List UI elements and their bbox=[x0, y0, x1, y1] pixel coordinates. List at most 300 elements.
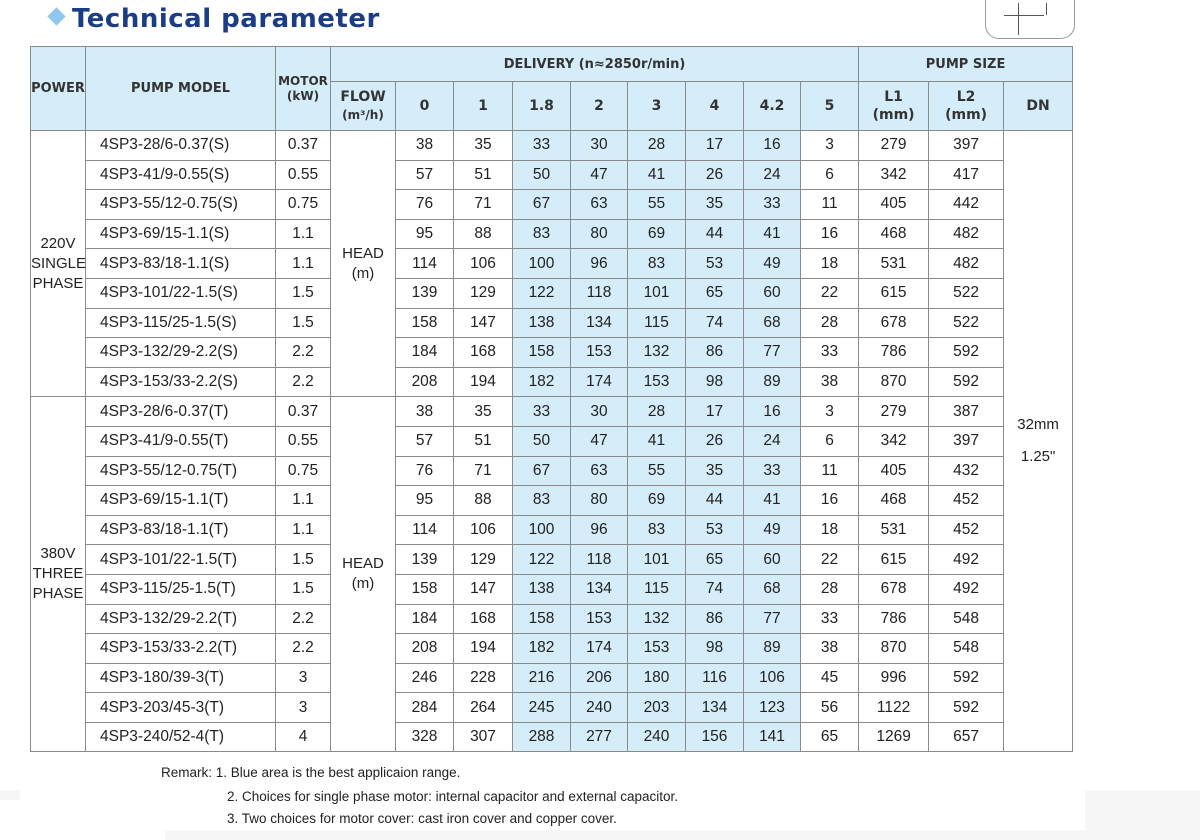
head-value: 106 bbox=[454, 249, 513, 279]
l2-value: 482 bbox=[929, 249, 1004, 279]
head-value: 6 bbox=[801, 426, 859, 456]
l1-value: 678 bbox=[859, 308, 929, 338]
pump-model: 4SP3-180/39-3(T) bbox=[86, 663, 276, 693]
head-value: 106 bbox=[744, 663, 801, 693]
motor-kw: 1.5 bbox=[276, 278, 331, 308]
head-value: 153 bbox=[628, 634, 686, 664]
head-value: 132 bbox=[628, 604, 686, 634]
head-value: 24 bbox=[744, 160, 801, 190]
table-row bbox=[31, 515, 1073, 545]
pump-model: 4SP3-115/25-1.5(S) bbox=[86, 308, 276, 338]
table-row bbox=[31, 663, 1073, 693]
header-flow-0: 0 bbox=[396, 82, 454, 131]
header-delivery: DELIVERY (n≈2850r/min) bbox=[331, 47, 859, 82]
head-value: 115 bbox=[628, 308, 686, 338]
table-row bbox=[31, 545, 1073, 575]
head-value: 17 bbox=[686, 397, 744, 427]
head-value: 11 bbox=[801, 190, 859, 220]
header-l1: L1 (mm) bbox=[859, 82, 929, 131]
head-value: 57 bbox=[396, 426, 454, 456]
head-value: 24 bbox=[744, 426, 801, 456]
head-value: 60 bbox=[744, 278, 801, 308]
dn-cell: 32mm 1.25" bbox=[1004, 131, 1073, 752]
head-value: 18 bbox=[801, 249, 859, 279]
head-value: 63 bbox=[571, 456, 628, 486]
head-value: 33 bbox=[513, 131, 571, 161]
head-value: 26 bbox=[686, 160, 744, 190]
head-value: 194 bbox=[454, 634, 513, 664]
background-band bbox=[1085, 790, 1200, 840]
table-row bbox=[31, 190, 1073, 220]
header-flow-2: 2 bbox=[571, 82, 628, 131]
head-value: 106 bbox=[454, 515, 513, 545]
head-value: 35 bbox=[686, 190, 744, 220]
head-value: 3 bbox=[801, 131, 859, 161]
header-flow-4: 4 bbox=[686, 82, 744, 131]
l2-value: 397 bbox=[929, 131, 1004, 161]
header-power: POWER bbox=[31, 47, 86, 131]
head-value: 35 bbox=[454, 131, 513, 161]
head-value: 44 bbox=[686, 486, 744, 516]
l1-value: 678 bbox=[859, 574, 929, 604]
head-value: 30 bbox=[571, 397, 628, 427]
head-value: 141 bbox=[744, 722, 801, 752]
head-value: 307 bbox=[454, 722, 513, 752]
head-value: 208 bbox=[396, 634, 454, 664]
head-value: 22 bbox=[801, 278, 859, 308]
l2-value: 657 bbox=[929, 722, 1004, 752]
head-value: 264 bbox=[454, 693, 513, 723]
head-value: 114 bbox=[396, 249, 454, 279]
title-text: Technical parameter bbox=[72, 4, 380, 34]
head-value: 184 bbox=[396, 604, 454, 634]
head-value: 53 bbox=[686, 515, 744, 545]
head-value: 51 bbox=[454, 426, 513, 456]
head-value: 115 bbox=[628, 574, 686, 604]
table-row bbox=[31, 131, 1073, 161]
pump-model: 4SP3-132/29-2.2(S) bbox=[86, 338, 276, 368]
head-value: 132 bbox=[628, 338, 686, 368]
head-value: 101 bbox=[628, 278, 686, 308]
motor-kw: 2.2 bbox=[276, 367, 331, 397]
head-value: 41 bbox=[628, 160, 686, 190]
head-value: 71 bbox=[454, 456, 513, 486]
head-value: 206 bbox=[571, 663, 628, 693]
head-value: 139 bbox=[396, 278, 454, 308]
head-value: 51 bbox=[454, 160, 513, 190]
head-value: 44 bbox=[686, 219, 744, 249]
head-value: 3 bbox=[801, 397, 859, 427]
motor-kw: 0.75 bbox=[276, 456, 331, 486]
head-value: 86 bbox=[686, 604, 744, 634]
head-value: 77 bbox=[744, 604, 801, 634]
l1-value: 870 bbox=[859, 634, 929, 664]
table-row bbox=[31, 634, 1073, 664]
head-value: 16 bbox=[744, 397, 801, 427]
pump-model: 4SP3-240/52-4(T) bbox=[86, 722, 276, 752]
head-value: 83 bbox=[628, 515, 686, 545]
head-value: 41 bbox=[744, 486, 801, 516]
motor-kw: 1.5 bbox=[276, 308, 331, 338]
head-value: 28 bbox=[801, 308, 859, 338]
l1-value: 405 bbox=[859, 190, 929, 220]
remark-3: 3. Two choices for motor cover: cast iron cover and copper cover. bbox=[227, 811, 617, 826]
head-value: 47 bbox=[571, 160, 628, 190]
pump-model: 4SP3-28/6-0.37(S) bbox=[86, 131, 276, 161]
l1-value: 996 bbox=[859, 663, 929, 693]
head-value: 328 bbox=[396, 722, 454, 752]
head-value: 134 bbox=[686, 693, 744, 723]
pump-model: 4SP3-153/33-2.2(T) bbox=[86, 634, 276, 664]
head-value: 56 bbox=[801, 693, 859, 723]
head-value: 28 bbox=[801, 574, 859, 604]
motor-kw: 1.5 bbox=[276, 574, 331, 604]
head-value: 49 bbox=[744, 515, 801, 545]
pump-model: 4SP3-153/33-2.2(S) bbox=[86, 367, 276, 397]
head-value: 38 bbox=[801, 367, 859, 397]
head-value: 134 bbox=[571, 308, 628, 338]
motor-kw: 3 bbox=[276, 693, 331, 723]
head-value: 80 bbox=[571, 486, 628, 516]
head-label: HEAD (m) bbox=[331, 131, 396, 397]
l2-value: 397 bbox=[929, 426, 1004, 456]
pump-model: 4SP3-41/9-0.55(T) bbox=[86, 426, 276, 456]
table-row bbox=[31, 249, 1073, 279]
head-value: 17 bbox=[686, 131, 744, 161]
head-value: 174 bbox=[571, 634, 628, 664]
pump-model: 4SP3-55/12-0.75(S) bbox=[86, 190, 276, 220]
head-value: 88 bbox=[454, 486, 513, 516]
head-value: 69 bbox=[628, 486, 686, 516]
head-value: 245 bbox=[513, 693, 571, 723]
l2-value: 522 bbox=[929, 308, 1004, 338]
head-value: 147 bbox=[454, 574, 513, 604]
head-value: 168 bbox=[454, 338, 513, 368]
l2-value: 387 bbox=[929, 397, 1004, 427]
header-motor: MOTOR (kW) bbox=[276, 47, 331, 131]
head-value: 28 bbox=[628, 397, 686, 427]
motor-kw: 1.1 bbox=[276, 249, 331, 279]
table-row bbox=[31, 397, 1073, 427]
head-value: 153 bbox=[571, 338, 628, 368]
head-value: 118 bbox=[571, 545, 628, 575]
head-value: 123 bbox=[744, 693, 801, 723]
head-value: 129 bbox=[454, 545, 513, 575]
head-value: 288 bbox=[513, 722, 571, 752]
l2-value: 432 bbox=[929, 456, 1004, 486]
head-value: 26 bbox=[686, 426, 744, 456]
l2-value: 522 bbox=[929, 278, 1004, 308]
head-value: 49 bbox=[744, 249, 801, 279]
head-value: 216 bbox=[513, 663, 571, 693]
head-value: 100 bbox=[513, 515, 571, 545]
head-value: 116 bbox=[686, 663, 744, 693]
l2-value: 592 bbox=[929, 693, 1004, 723]
head-value: 182 bbox=[513, 634, 571, 664]
head-value: 35 bbox=[686, 456, 744, 486]
motor-kw: 2.2 bbox=[276, 604, 331, 634]
head-value: 67 bbox=[513, 190, 571, 220]
header-flow-1: 1 bbox=[454, 82, 513, 131]
head-value: 184 bbox=[396, 338, 454, 368]
head-value: 68 bbox=[744, 574, 801, 604]
page-title bbox=[50, 4, 380, 34]
head-value: 203 bbox=[628, 693, 686, 723]
l2-value: 452 bbox=[929, 515, 1004, 545]
head-value: 156 bbox=[686, 722, 744, 752]
head-label: HEAD (m) bbox=[331, 397, 396, 752]
head-value: 96 bbox=[571, 515, 628, 545]
head-value: 158 bbox=[396, 574, 454, 604]
l1-value: 531 bbox=[859, 249, 929, 279]
l1-value: 870 bbox=[859, 367, 929, 397]
head-value: 77 bbox=[744, 338, 801, 368]
head-value: 89 bbox=[744, 634, 801, 664]
head-value: 158 bbox=[396, 308, 454, 338]
head-value: 139 bbox=[396, 545, 454, 575]
head-value: 86 bbox=[686, 338, 744, 368]
l2-value: 452 bbox=[929, 486, 1004, 516]
background-band bbox=[0, 790, 20, 800]
l1-value: 279 bbox=[859, 397, 929, 427]
head-value: 41 bbox=[628, 426, 686, 456]
head-value: 246 bbox=[396, 663, 454, 693]
motor-kw: 0.55 bbox=[276, 426, 331, 456]
head-value: 76 bbox=[396, 190, 454, 220]
motor-kw: 2.2 bbox=[276, 338, 331, 368]
head-value: 41 bbox=[744, 219, 801, 249]
head-value: 33 bbox=[801, 338, 859, 368]
table-row bbox=[31, 486, 1073, 516]
head-value: 28 bbox=[628, 131, 686, 161]
pump-model: 4SP3-203/45-3(T) bbox=[86, 693, 276, 723]
head-value: 38 bbox=[396, 131, 454, 161]
pump-dimension-drawing bbox=[985, 0, 1075, 39]
head-value: 33 bbox=[744, 190, 801, 220]
l1-value: 786 bbox=[859, 338, 929, 368]
l2-value: 442 bbox=[929, 190, 1004, 220]
header-flow-5: 5 bbox=[801, 82, 859, 131]
head-value: 68 bbox=[744, 308, 801, 338]
motor-kw: 0.55 bbox=[276, 160, 331, 190]
head-value: 96 bbox=[571, 249, 628, 279]
head-value: 138 bbox=[513, 574, 571, 604]
head-value: 118 bbox=[571, 278, 628, 308]
head-value: 114 bbox=[396, 515, 454, 545]
head-value: 80 bbox=[571, 219, 628, 249]
motor-kw: 4 bbox=[276, 722, 331, 752]
l1-value: 615 bbox=[859, 278, 929, 308]
head-value: 95 bbox=[396, 219, 454, 249]
l2-value: 492 bbox=[929, 545, 1004, 575]
table-row bbox=[31, 456, 1073, 486]
head-value: 67 bbox=[513, 456, 571, 486]
head-value: 65 bbox=[801, 722, 859, 752]
head-value: 83 bbox=[628, 249, 686, 279]
header-l2: L2 (mm) bbox=[929, 82, 1004, 131]
head-value: 55 bbox=[628, 190, 686, 220]
head-value: 33 bbox=[801, 604, 859, 634]
technical-parameter-table bbox=[30, 46, 1073, 752]
head-value: 63 bbox=[571, 190, 628, 220]
motor-kw: 0.37 bbox=[276, 397, 331, 427]
power-cell: 380V THREE PHASE bbox=[31, 397, 86, 752]
head-value: 194 bbox=[454, 367, 513, 397]
l1-value: 531 bbox=[859, 515, 929, 545]
head-value: 122 bbox=[513, 545, 571, 575]
remark-1: Remark: 1. Blue area is the best applicaion range. bbox=[161, 765, 461, 780]
head-value: 284 bbox=[396, 693, 454, 723]
header-pump-size: PUMP SIZE bbox=[859, 47, 1073, 82]
head-value: 168 bbox=[454, 604, 513, 634]
l2-value: 592 bbox=[929, 663, 1004, 693]
head-value: 16 bbox=[744, 131, 801, 161]
head-value: 65 bbox=[686, 545, 744, 575]
head-value: 60 bbox=[744, 545, 801, 575]
head-value: 158 bbox=[513, 338, 571, 368]
head-value: 147 bbox=[454, 308, 513, 338]
head-value: 180 bbox=[628, 663, 686, 693]
head-value: 138 bbox=[513, 308, 571, 338]
head-value: 38 bbox=[801, 634, 859, 664]
head-value: 76 bbox=[396, 456, 454, 486]
head-value: 174 bbox=[571, 367, 628, 397]
motor-kw: 1.1 bbox=[276, 515, 331, 545]
head-value: 101 bbox=[628, 545, 686, 575]
head-value: 53 bbox=[686, 249, 744, 279]
head-value: 277 bbox=[571, 722, 628, 752]
head-value: 55 bbox=[628, 456, 686, 486]
header-flow-1.8: 1.8 bbox=[513, 82, 571, 131]
head-value: 74 bbox=[686, 308, 744, 338]
l1-value: 468 bbox=[859, 486, 929, 516]
l2-value: 492 bbox=[929, 574, 1004, 604]
background-band bbox=[165, 830, 1085, 840]
header-dn: DN bbox=[1004, 82, 1073, 131]
head-value: 240 bbox=[571, 693, 628, 723]
head-value: 153 bbox=[571, 604, 628, 634]
motor-kw: 1.1 bbox=[276, 219, 331, 249]
head-value: 33 bbox=[744, 456, 801, 486]
head-value: 33 bbox=[513, 397, 571, 427]
head-value: 98 bbox=[686, 367, 744, 397]
table-row bbox=[31, 426, 1073, 456]
table-row bbox=[31, 278, 1073, 308]
table-row bbox=[31, 693, 1073, 723]
head-value: 50 bbox=[513, 160, 571, 190]
l2-value: 592 bbox=[929, 367, 1004, 397]
power-cell: 220V SINGLE PHASE bbox=[31, 131, 86, 397]
head-value: 74 bbox=[686, 574, 744, 604]
head-value: 122 bbox=[513, 278, 571, 308]
head-value: 98 bbox=[686, 634, 744, 664]
pump-model: 4SP3-83/18-1.1(S) bbox=[86, 249, 276, 279]
head-value: 6 bbox=[801, 160, 859, 190]
header-pump-model: PUMP MODEL bbox=[86, 47, 276, 131]
motor-kw: 2.2 bbox=[276, 634, 331, 664]
l1-value: 342 bbox=[859, 426, 929, 456]
head-value: 228 bbox=[454, 663, 513, 693]
head-value: 153 bbox=[628, 367, 686, 397]
table-row bbox=[31, 338, 1073, 368]
head-value: 134 bbox=[571, 574, 628, 604]
head-value: 47 bbox=[571, 426, 628, 456]
table-row bbox=[31, 219, 1073, 249]
head-value: 88 bbox=[454, 219, 513, 249]
head-value: 38 bbox=[396, 397, 454, 427]
head-value: 45 bbox=[801, 663, 859, 693]
table-row bbox=[31, 722, 1073, 752]
head-value: 35 bbox=[454, 397, 513, 427]
head-value: 83 bbox=[513, 219, 571, 249]
pump-model: 4SP3-132/29-2.2(T) bbox=[86, 604, 276, 634]
pump-model: 4SP3-69/15-1.1(S) bbox=[86, 219, 276, 249]
head-value: 16 bbox=[801, 486, 859, 516]
head-value: 158 bbox=[513, 604, 571, 634]
head-value: 95 bbox=[396, 486, 454, 516]
pump-model: 4SP3-69/15-1.1(T) bbox=[86, 486, 276, 516]
header-flow: FLOW (m³/h) bbox=[331, 82, 396, 131]
l2-value: 592 bbox=[929, 338, 1004, 368]
pump-model: 4SP3-115/25-1.5(T) bbox=[86, 574, 276, 604]
head-value: 100 bbox=[513, 249, 571, 279]
head-value: 129 bbox=[454, 278, 513, 308]
pump-model: 4SP3-41/9-0.55(S) bbox=[86, 160, 276, 190]
head-value: 71 bbox=[454, 190, 513, 220]
head-value: 83 bbox=[513, 486, 571, 516]
table-row bbox=[31, 367, 1073, 397]
l1-value: 279 bbox=[859, 131, 929, 161]
diamond-icon bbox=[47, 7, 65, 25]
l1-value: 1122 bbox=[859, 693, 929, 723]
l2-value: 417 bbox=[929, 160, 1004, 190]
l1-value: 405 bbox=[859, 456, 929, 486]
head-value: 65 bbox=[686, 278, 744, 308]
l1-value: 1269 bbox=[859, 722, 929, 752]
l1-value: 342 bbox=[859, 160, 929, 190]
head-value: 11 bbox=[801, 456, 859, 486]
head-value: 89 bbox=[744, 367, 801, 397]
l1-value: 468 bbox=[859, 219, 929, 249]
pump-model: 4SP3-28/6-0.37(T) bbox=[86, 397, 276, 427]
head-value: 22 bbox=[801, 545, 859, 575]
l1-value: 786 bbox=[859, 604, 929, 634]
head-value: 30 bbox=[571, 131, 628, 161]
header-flow-3: 3 bbox=[628, 82, 686, 131]
remark-2: 2. Choices for single phase motor: internal capacitor and external capacitor. bbox=[227, 789, 678, 804]
l2-value: 548 bbox=[929, 604, 1004, 634]
l1-value: 615 bbox=[859, 545, 929, 575]
head-value: 69 bbox=[628, 219, 686, 249]
header-flow-4.2: 4.2 bbox=[744, 82, 801, 131]
head-value: 208 bbox=[396, 367, 454, 397]
pump-model: 4SP3-101/22-1.5(T) bbox=[86, 545, 276, 575]
head-value: 57 bbox=[396, 160, 454, 190]
head-value: 240 bbox=[628, 722, 686, 752]
l2-value: 482 bbox=[929, 219, 1004, 249]
pump-model: 4SP3-101/22-1.5(S) bbox=[86, 278, 276, 308]
motor-kw: 1.5 bbox=[276, 545, 331, 575]
head-value: 182 bbox=[513, 367, 571, 397]
table-row bbox=[31, 604, 1073, 634]
pump-model: 4SP3-55/12-0.75(T) bbox=[86, 456, 276, 486]
motor-kw: 3 bbox=[276, 663, 331, 693]
motor-kw: 0.37 bbox=[276, 131, 331, 161]
motor-kw: 1.1 bbox=[276, 486, 331, 516]
head-value: 50 bbox=[513, 426, 571, 456]
l2-value: 548 bbox=[929, 634, 1004, 664]
table-row bbox=[31, 160, 1073, 190]
